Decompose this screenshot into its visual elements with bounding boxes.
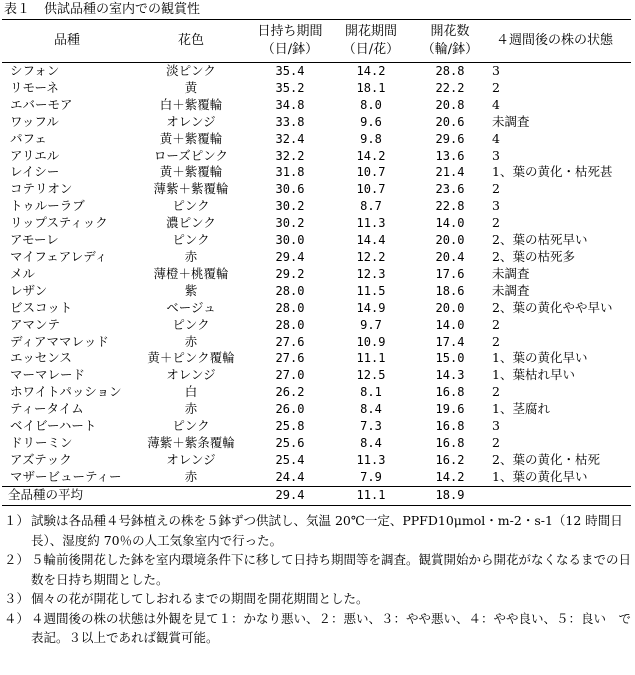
state-cell: 3 xyxy=(492,418,500,434)
vase-life-cell: 28.0 xyxy=(275,300,305,315)
color-cell: 黄 xyxy=(184,79,198,95)
vase-life-cell: 27.0 xyxy=(275,368,305,383)
vase-life-cell: 28.0 xyxy=(275,317,305,332)
table-row xyxy=(2,164,631,181)
color-cell: ピンク xyxy=(172,198,210,214)
footnote-marker: ４） xyxy=(4,610,30,626)
flowering-cell: 11.3 xyxy=(356,216,386,231)
vase-life-cell: 29.2 xyxy=(275,266,305,281)
color-cell: 赤 xyxy=(184,401,198,417)
state-cell: 1、葉の黄化早い xyxy=(492,468,588,484)
flowering-cell: 12.3 xyxy=(356,266,386,281)
footnote-item xyxy=(4,511,632,550)
variety-cell: レイシー xyxy=(10,164,60,180)
state-cell: 2、葉の黄化・枯死 xyxy=(492,451,600,467)
table-row xyxy=(2,317,631,334)
vase-life-cell: 28.0 xyxy=(275,283,305,298)
vase-life-cell: 30.2 xyxy=(275,216,305,231)
caption-title: 供試品種の室内での観賞性 xyxy=(44,2,201,17)
flowering-cell: 8.4 xyxy=(360,402,382,417)
variety-cell: コテリオン xyxy=(10,181,73,197)
table-row xyxy=(2,198,631,215)
variety-cell: ティータイム xyxy=(10,401,84,417)
flowering-cell: 7.3 xyxy=(360,419,382,434)
color-cell: ピンク xyxy=(172,418,210,434)
footnote-text: ５輪前後開花した鉢を室内環境条件下に移して日持ち期間等を調査。観賞開始から開花がなくなるまでの日数を日持ち期間とした。 xyxy=(31,552,632,587)
footnote-item xyxy=(4,589,632,609)
state-cell: 未調査 xyxy=(492,282,530,298)
state-cell: 4 xyxy=(492,130,500,146)
average-label: 全品種の平均 xyxy=(2,486,250,505)
flowering-cell: 11.5 xyxy=(356,283,386,298)
table-row xyxy=(2,300,631,317)
state-cell: 未調査 xyxy=(492,265,530,281)
vase-life-cell: 34.8 xyxy=(275,97,305,112)
state-cell: 2 xyxy=(492,384,500,400)
header-count-unit: （輪/鉢） xyxy=(421,42,479,57)
variety-cell: パフェ xyxy=(10,130,47,146)
table-body xyxy=(2,63,631,506)
color-cell: ベージュ xyxy=(166,299,216,315)
variety-cell: アズテック xyxy=(10,451,72,467)
color-cell: 紫 xyxy=(184,282,198,298)
state-cell: 2 xyxy=(492,333,500,349)
average-count: 18.9 xyxy=(412,486,488,505)
vase-life-cell: 35.4 xyxy=(275,64,305,78)
vase-life-cell: 33.8 xyxy=(275,114,305,129)
variety-cell: ビスコット xyxy=(10,299,73,315)
flowering-cell: 14.4 xyxy=(356,233,386,248)
variety-cell: リモーネ xyxy=(10,79,59,95)
color-cell: 黄＋紫覆輪 xyxy=(159,130,223,146)
state-cell: 2 xyxy=(492,215,500,231)
flowering-cell: 7.9 xyxy=(360,469,382,484)
header-vase-life xyxy=(250,20,330,63)
table-row xyxy=(2,266,631,283)
color-cell: オレンジ xyxy=(166,367,216,383)
footnote-marker: ３） xyxy=(4,591,30,606)
footnotes xyxy=(4,511,632,648)
state-cell: 2 xyxy=(492,79,500,95)
state-cell: 2、葉の枯死多 xyxy=(492,248,575,264)
vase-life-cell: 32.4 xyxy=(275,131,305,146)
vase-life-cell: 35.2 xyxy=(275,80,305,95)
count-cell: 21.4 xyxy=(435,165,465,180)
vase-life-cell: 25.6 xyxy=(275,435,305,450)
variety-cell: ワッフル xyxy=(10,113,59,129)
average-vase-life: 29.4 xyxy=(250,486,330,505)
state-cell: 2 xyxy=(492,181,500,197)
header-count-label: 開花数 xyxy=(430,24,470,39)
count-cell: 13.6 xyxy=(435,148,465,163)
table-row xyxy=(2,350,631,367)
state-cell: 4 xyxy=(492,96,500,112)
table-row xyxy=(2,334,631,351)
state-cell: 2、葉の枯死早い xyxy=(492,232,588,248)
results-table xyxy=(2,19,631,506)
header-row xyxy=(2,20,631,63)
variety-cell: シフォン xyxy=(10,63,60,78)
footnote-marker: １） xyxy=(4,513,30,528)
flowering-cell: 10.7 xyxy=(356,182,386,197)
state-cell: 2 xyxy=(492,434,500,450)
count-cell: 15.0 xyxy=(435,351,465,366)
state-cell: 3 xyxy=(492,63,500,78)
color-cell: 薄橙＋桃覆輪 xyxy=(153,265,229,281)
flowering-cell: 10.9 xyxy=(356,334,386,349)
header-vase-life-unit: （日/鉢） xyxy=(261,42,319,57)
color-cell: ピンク xyxy=(172,316,210,332)
color-cell: オレンジ xyxy=(166,113,216,129)
footnote-text: 試験は各品種４号鉢植えの株を５鉢ずつ供試し、気温 20℃一定、PPFD10μmol・m-2・s-1（12 時間日長）、湿度約 70％の人工気象室内で行った。 xyxy=(31,513,623,548)
flowering-cell: 8.1 xyxy=(360,385,382,400)
color-cell: 濃ピンク xyxy=(166,215,216,231)
color-cell: 黄＋ピンク覆輪 xyxy=(147,350,235,366)
flowering-cell: 12.5 xyxy=(356,368,386,383)
color-cell: ローズピンク xyxy=(153,147,229,163)
flowering-cell: 11.3 xyxy=(356,452,386,467)
color-cell: 赤 xyxy=(184,468,198,484)
variety-cell: ベイビーハート xyxy=(10,418,97,434)
header-flowering-unit: （日/花） xyxy=(342,42,400,57)
flowering-cell: 10.7 xyxy=(356,165,386,180)
color-cell: 黄＋紫覆輪 xyxy=(159,164,223,180)
table-row xyxy=(2,469,631,486)
color-cell: オレンジ xyxy=(166,451,216,467)
table-row xyxy=(2,435,631,452)
vase-life-cell: 32.2 xyxy=(275,148,305,163)
count-cell: 19.6 xyxy=(435,402,465,417)
flowering-cell: 14.2 xyxy=(356,148,386,163)
flowering-cell: 9.7 xyxy=(360,317,382,332)
count-cell: 23.6 xyxy=(435,182,465,197)
count-cell: 29.6 xyxy=(435,131,465,146)
vase-life-cell: 29.4 xyxy=(275,249,305,264)
state-cell: 1、葉の黄化・枯死甚 xyxy=(492,164,613,180)
flowering-cell: 18.1 xyxy=(356,80,386,95)
vase-life-cell: 30.2 xyxy=(275,199,305,214)
color-cell: 白＋紫覆輪 xyxy=(159,96,223,112)
table-row xyxy=(2,367,631,384)
table-row xyxy=(2,283,631,300)
table-row xyxy=(2,249,631,266)
variety-cell: アリエル xyxy=(10,147,60,163)
vase-life-cell: 26.0 xyxy=(275,402,305,417)
vase-life-cell: 25.8 xyxy=(275,419,305,434)
header-vase-life-label: 日持ち期間 xyxy=(257,24,323,39)
footnote-text: 個々の花が開花してしおれるまでの期間を開花期間とした。 xyxy=(31,591,369,606)
count-cell: 16.8 xyxy=(435,385,465,400)
count-cell: 14.0 xyxy=(435,216,465,231)
table-row xyxy=(2,401,631,418)
count-cell: 28.8 xyxy=(435,64,465,78)
count-cell: 14.2 xyxy=(435,469,465,484)
count-cell: 16.8 xyxy=(435,419,465,434)
variety-cell: マーマレード xyxy=(10,367,86,383)
table-row xyxy=(2,232,631,249)
variety-cell: レザン xyxy=(10,282,48,298)
table-caption xyxy=(4,2,200,18)
header-flowering-label: 開花期間 xyxy=(344,24,397,39)
table-row xyxy=(2,80,631,97)
variety-cell: トゥルーラブ xyxy=(10,198,85,214)
flowering-cell: 14.9 xyxy=(356,300,386,315)
count-cell: 20.6 xyxy=(435,114,465,129)
header-count xyxy=(412,20,488,63)
average-flowering: 11.1 xyxy=(330,486,412,505)
count-cell: 16.2 xyxy=(435,452,465,467)
variety-cell: アモーレ xyxy=(10,232,59,248)
table-row xyxy=(2,215,631,232)
count-cell: 20.0 xyxy=(435,300,465,315)
table-row xyxy=(2,384,631,401)
color-cell: ピンク xyxy=(172,232,210,248)
state-cell: 2 xyxy=(492,316,500,332)
vase-life-cell: 31.8 xyxy=(275,165,305,180)
flowering-cell: 9.8 xyxy=(360,131,382,146)
color-cell: 薄紫＋紫覆輪 xyxy=(153,181,229,197)
flowering-cell: 8.4 xyxy=(360,435,382,450)
table-row xyxy=(2,63,631,80)
variety-cell: ディアママレッド xyxy=(10,333,109,349)
color-cell: 赤 xyxy=(184,248,198,264)
vase-life-cell: 27.6 xyxy=(275,334,305,349)
table-row xyxy=(2,97,631,114)
average-state-empty xyxy=(488,486,631,505)
count-cell: 16.8 xyxy=(435,435,465,450)
count-cell: 14.0 xyxy=(435,317,465,332)
flowering-cell: 8.0 xyxy=(360,97,382,112)
count-cell: 22.2 xyxy=(435,80,465,95)
color-cell: 赤 xyxy=(184,333,198,349)
footnote-marker: ２） xyxy=(4,552,30,567)
state-cell: 2、葉の黄化やや早い xyxy=(492,299,613,315)
header-flowering xyxy=(330,20,412,63)
footnote-item xyxy=(4,550,632,589)
variety-cell: リップスティック xyxy=(10,215,108,231)
variety-cell: ホワイトパッション xyxy=(10,384,122,400)
count-cell: 17.4 xyxy=(435,334,465,349)
header-variety: 品種 xyxy=(2,20,132,63)
vase-life-cell: 25.4 xyxy=(275,452,305,467)
state-cell: 3 xyxy=(492,198,500,214)
count-cell: 22.8 xyxy=(435,199,465,214)
average-row xyxy=(2,486,631,505)
vase-life-cell: 26.2 xyxy=(275,385,305,400)
vase-life-cell: 30.6 xyxy=(275,182,305,197)
flowering-cell: 11.1 xyxy=(356,351,386,366)
count-cell: 18.6 xyxy=(435,283,465,298)
count-cell: 20.4 xyxy=(435,249,465,264)
variety-cell: エバーモア xyxy=(10,96,73,112)
vase-life-cell: 27.6 xyxy=(275,351,305,366)
table-row xyxy=(2,148,631,165)
caption-number: 表１ xyxy=(4,2,31,17)
table-row xyxy=(2,452,631,469)
color-cell: 白 xyxy=(184,384,198,400)
count-cell: 20.8 xyxy=(435,97,465,112)
variety-cell: メル xyxy=(10,265,36,281)
table-row xyxy=(2,181,631,198)
state-cell: 1、茎腐れ xyxy=(492,401,550,417)
table-row xyxy=(2,418,631,435)
count-cell: 17.6 xyxy=(435,266,465,281)
color-cell: 薄紫＋紫条覆輪 xyxy=(147,434,235,450)
flowering-cell: 9.6 xyxy=(360,114,382,129)
vase-life-cell: 24.4 xyxy=(275,469,305,484)
header-color: 花色 xyxy=(132,20,250,63)
footnote-item xyxy=(4,609,632,648)
variety-cell: エッセンス xyxy=(10,350,72,366)
count-cell: 20.0 xyxy=(435,233,465,248)
footnote-text: ４週間後の株の状態は外観を見て１：かなり悪い、２：悪い、３：やや悪い、４：やや良い、５：良い で表記。３以上であれば観賞可能。 xyxy=(31,610,632,645)
variety-cell: マイフェアレディ xyxy=(10,248,108,264)
flowering-cell: 14.2 xyxy=(356,64,386,78)
table-row xyxy=(2,114,631,131)
table-row xyxy=(2,131,631,148)
state-cell: 未調査 xyxy=(492,113,530,129)
vase-life-cell: 30.0 xyxy=(275,233,305,248)
variety-cell: ドリーミン xyxy=(10,434,73,450)
color-cell: 淡ピンク xyxy=(166,63,216,78)
count-cell: 14.3 xyxy=(435,368,465,383)
state-cell: 1、葉の黄化早い xyxy=(492,350,588,366)
variety-cell: マザービューティー xyxy=(10,468,122,484)
header-state: ４週間後の株の状態 xyxy=(488,20,631,63)
flowering-cell: 8.7 xyxy=(360,199,382,214)
flowering-cell: 12.2 xyxy=(356,249,386,264)
state-cell: 1、葉枯れ早い xyxy=(492,367,575,383)
state-cell: 3 xyxy=(492,147,500,163)
variety-cell: アマンテ xyxy=(10,316,61,332)
